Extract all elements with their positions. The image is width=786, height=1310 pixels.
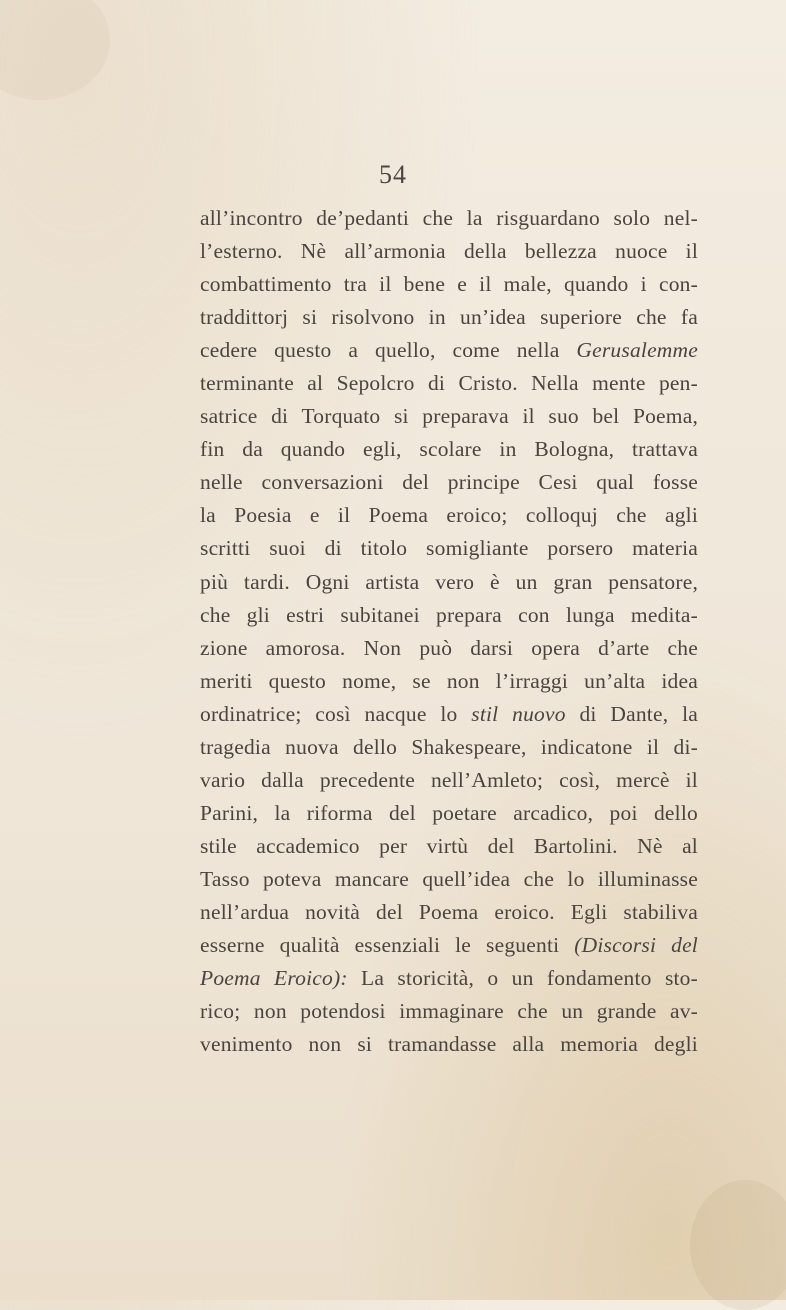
- text-run: Parini, la riforma del poetare arcadico, poi dello: [200, 800, 698, 825]
- text-run: traddittorj si risolvono in un’idea superiore che fa: [200, 305, 698, 330]
- text-run: che gli estri subitanei prepara con lunga medita-: [200, 602, 698, 627]
- text-line: [200, 1028, 698, 1061]
- text-line: [200, 334, 698, 367]
- text-line: [200, 466, 698, 499]
- text-line: [200, 698, 698, 731]
- italic-text: Poema Eroico):: [200, 966, 348, 991]
- text-line: [200, 532, 698, 565]
- text-run: meriti questo nome, se non l’irraggi un’alta idea: [200, 668, 698, 693]
- text-line: [200, 566, 698, 599]
- text-run: stile accademico per virtù del Bartolini. Nè al: [200, 833, 698, 858]
- paper-stain: [0, 0, 110, 100]
- text-run: più tardi. Ogni artista vero è un gran pensatore,: [200, 569, 699, 594]
- text-run: esserne qualità essenziali le seguenti: [200, 933, 575, 958]
- text-run: di Dante, la: [565, 701, 698, 726]
- text-line: [200, 896, 698, 929]
- text-line: [200, 367, 698, 400]
- text-run: satrice di Torquato si preparava il suo bel Poema,: [200, 404, 699, 429]
- text-run: all’incontro de’pedanti che la risguardano solo nel-: [200, 206, 698, 230]
- text-line: [200, 962, 698, 995]
- text-line: [200, 929, 698, 962]
- text-run: rico; non potendosi immaginare che un grande av-: [200, 999, 699, 1024]
- text-run: l’esterno. Nè all’armonia della bellezza nuoce il: [200, 239, 698, 264]
- page-number: 54: [379, 160, 407, 189]
- text-run: fin da quando egli, scolare in Bologna, trattava: [200, 437, 698, 462]
- text-run: venimento non si tramandasse alla memoria degli: [200, 1032, 698, 1057]
- text-line: [200, 599, 698, 632]
- text-run: zione amorosa. Non può darsi opera d’arte che: [200, 635, 698, 660]
- italic-text: (Discorsi del: [574, 933, 698, 958]
- text-run: combattimento tra il bene e il male, quando i con-: [200, 272, 698, 297]
- text-run: nelle conversazioni del principe Cesi qual fosse: [200, 470, 699, 495]
- text-run: tragedia nuova dello Shakespeare, indicatone il di-: [200, 734, 698, 759]
- text-line: [200, 433, 698, 466]
- text-run: La storicità, o un fondamento sto-: [347, 966, 698, 991]
- italic-text: stil nuovo: [471, 701, 566, 726]
- text-line: [200, 665, 698, 698]
- text-line: [200, 632, 698, 665]
- text-line: [200, 830, 698, 863]
- text-run: ordinatrice; così nacque lo: [200, 701, 472, 726]
- body-text: [200, 202, 698, 1061]
- text-line: [200, 202, 698, 235]
- text-line: [200, 797, 698, 830]
- text-line: [200, 995, 698, 1028]
- text-line: [200, 235, 698, 268]
- text-line: [200, 764, 698, 797]
- text-run: la Poesia e il Poema eroico; colloquj che agli: [200, 503, 699, 528]
- text-line: [200, 863, 698, 896]
- italic-text: Gerusalemme: [576, 338, 699, 363]
- text-run: cedere questo a quello, come nella: [200, 338, 577, 363]
- text-line: [200, 301, 698, 334]
- text-run: scritti suoi di titolo somigliante porsero materia: [200, 536, 698, 561]
- paper-stain: [690, 1180, 786, 1310]
- text-run: nell’ardua novità del Poema eroico. Egli stabiliva: [200, 899, 699, 924]
- text-run: vario dalla precedente nell’Amleto; così, mercè il: [200, 767, 698, 792]
- text-line: [200, 400, 698, 433]
- text-run: terminante al Sepolcro di Cristo. Nella mente pen-: [200, 371, 698, 396]
- text-line: [200, 268, 698, 301]
- text-run: Tasso poteva mancare quell’idea che lo illuminasse: [200, 866, 698, 891]
- text-line: [200, 731, 698, 764]
- text-line: [200, 499, 698, 532]
